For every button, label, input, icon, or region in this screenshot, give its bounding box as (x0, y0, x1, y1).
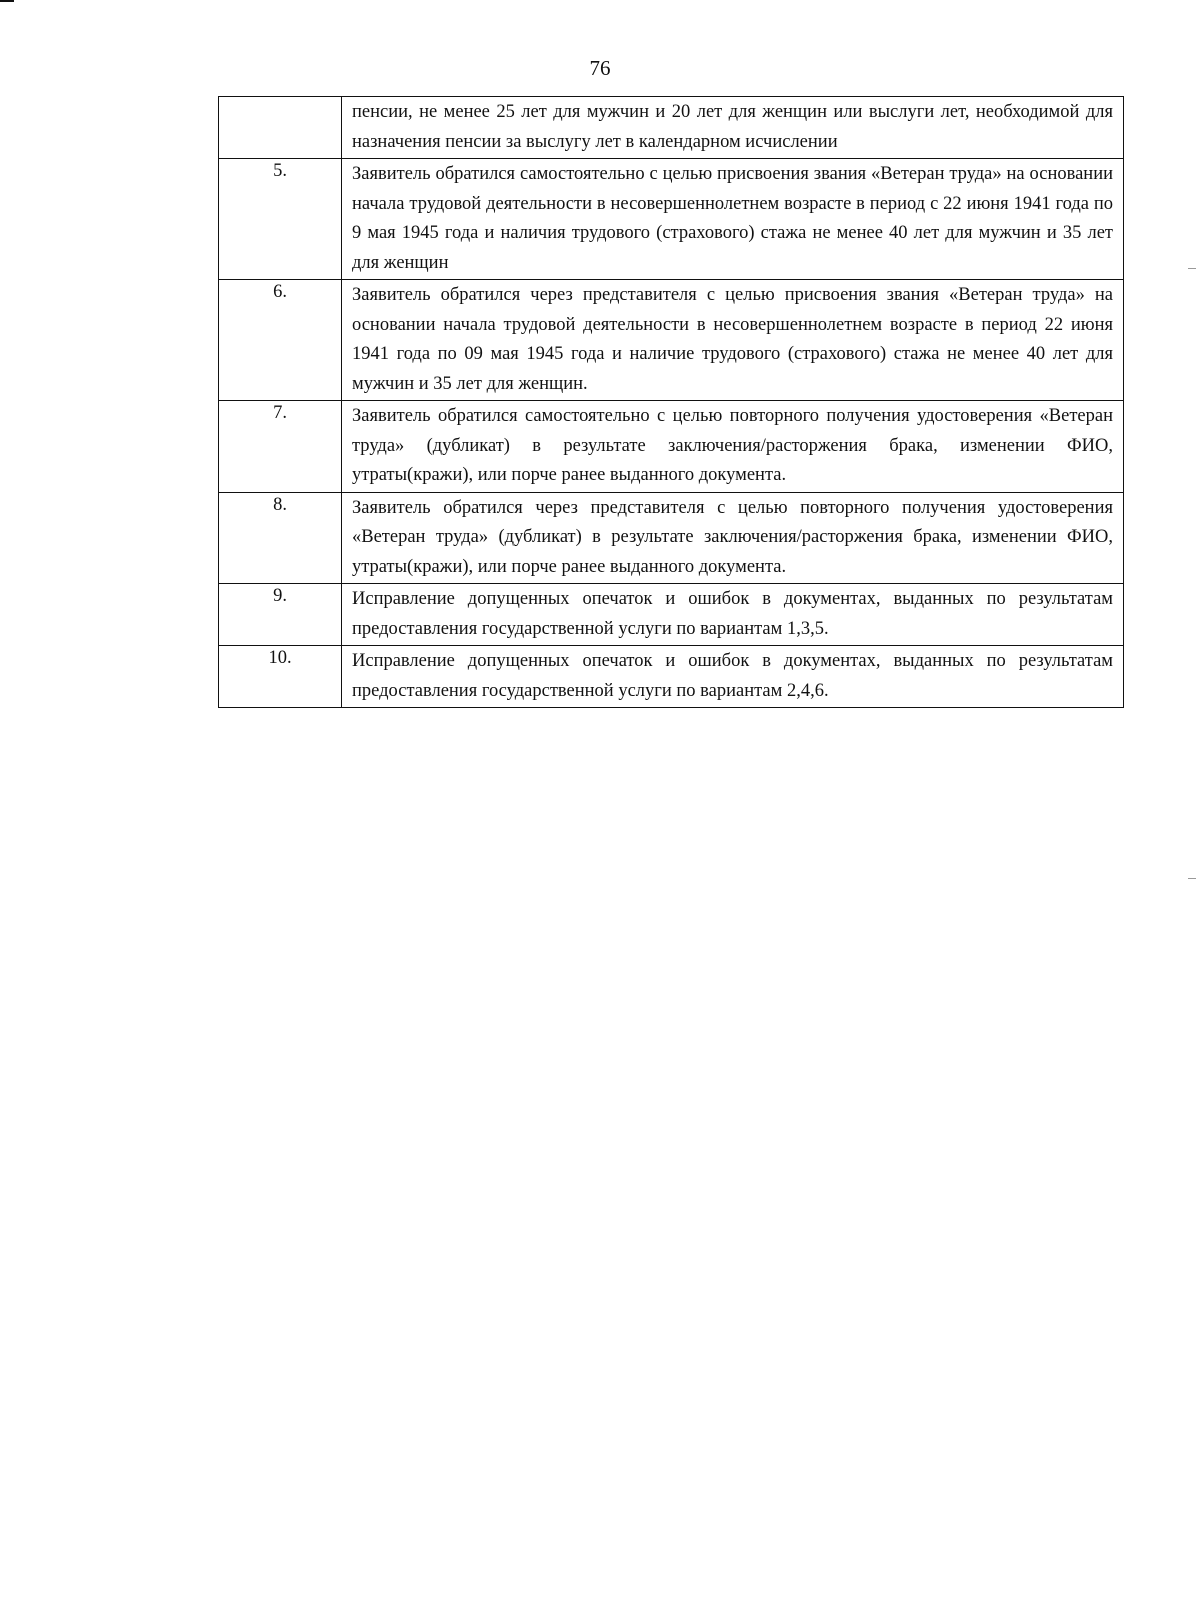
row-number: 10. (219, 646, 342, 708)
row-description: Заявитель обратился через представителя с целью повторного получения удостоверения «Ветеран труда» (дубликат) в результате заключения/расторжения брака, изменении ФИО, утраты(кражи), или порче ранее выданного документа. (342, 492, 1124, 584)
scan-edge-mark (1188, 268, 1196, 269)
row-description: Заявитель обратился через представителя с целью присвоения звания «Ветеран труда» на основании начала трудовой деятельности в несовершеннолетнем возрасте в период 22 июня 1941 года по 09 мая 1945 года и наличие трудового (страхового) стажа не менее 40 лет для мужчин и 35 лет для женщин. (342, 280, 1124, 401)
table-row (219, 492, 1124, 584)
row-description: пенсии, не менее 25 лет для мужчин и 20 лет для женщин или выслуги лет, необходимой для назначения пенсии за выслугу лет в календарном исчислении (342, 97, 1124, 159)
row-number: 6. (219, 280, 342, 401)
table-row (219, 280, 1124, 401)
row-description: Заявитель обратился самостоятельно с целью присвоения звания «Ветеран труда» на основании начала трудовой деятельности в несовершеннолетнем возрасте в период с 22 июня 1941 года по 9 мая 1945 года и наличия трудового (страхового) стажа не менее 40 лет для мужчин и 35 лет для женщин (342, 159, 1124, 280)
row-number: 9. (219, 584, 342, 646)
row-description: Заявитель обратился самостоятельно с целью повторного получения удостоверения «Ветеран труда» (дубликат) в результате заключения/расторжения брака, изменении ФИО, утраты(кражи), или порче ранее выданного документа. (342, 401, 1124, 493)
row-number: 7. (219, 401, 342, 493)
table-row (219, 646, 1124, 708)
row-number: 5. (219, 159, 342, 280)
row-description: Исправление допущенных опечаток и ошибок в документах, выданных по результатам предоставления государственной услуги по вариантам 2,4,6. (342, 646, 1124, 708)
table-row (219, 159, 1124, 280)
table-row (219, 97, 1124, 159)
page-number: 76 (589, 56, 611, 80)
row-number (219, 97, 342, 159)
table-row (219, 584, 1124, 646)
scan-corner-mark (0, 0, 14, 2)
scan-edge-mark (1188, 878, 1196, 879)
row-number: 8. (219, 492, 342, 584)
variants-table (218, 96, 1124, 708)
table-row (219, 401, 1124, 493)
row-description: Исправление допущенных опечаток и ошибок в документах, выданных по результатам предоставления государственной услуги по вариантам 1,3,5. (342, 584, 1124, 646)
